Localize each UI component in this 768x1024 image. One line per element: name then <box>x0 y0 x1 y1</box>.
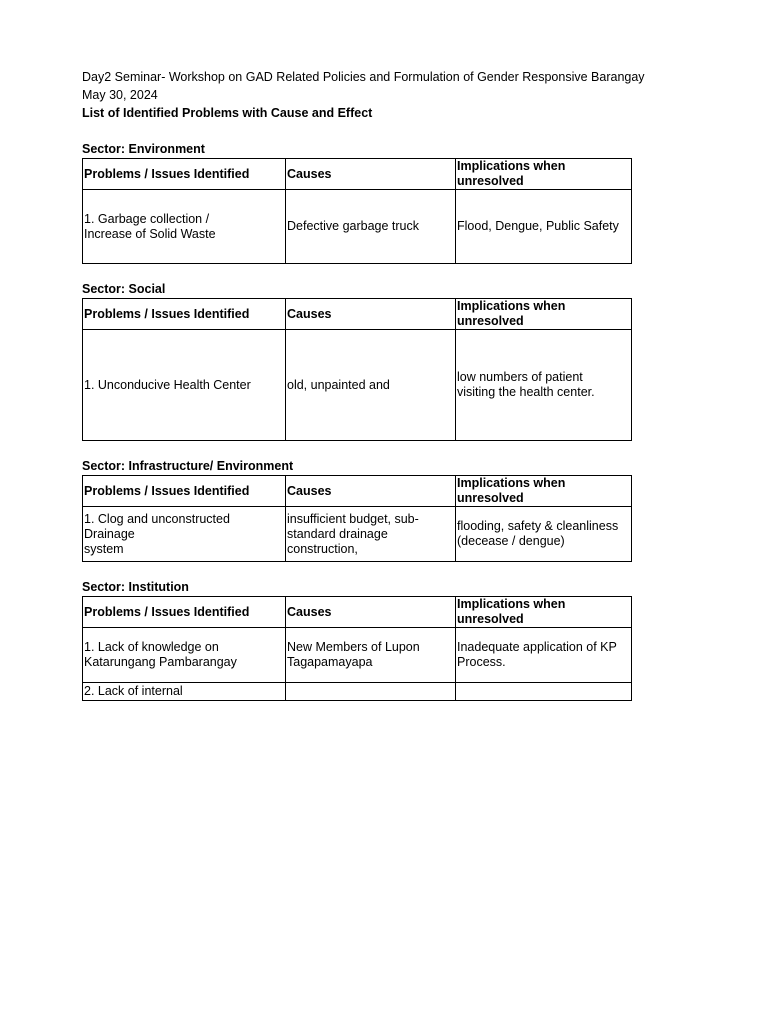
header-implications: Implications when unresolved <box>456 159 632 190</box>
table-header-row <box>83 476 632 507</box>
table-header-row <box>83 597 632 628</box>
cell-cause: old, unpainted and <box>286 330 456 441</box>
sector-environment <box>82 140 682 264</box>
cell-cause: insufficient budget, sub- standard drainage construction, <box>286 507 456 562</box>
sector-title: Sector: Institution <box>82 580 189 594</box>
header-problems: Problems / Issues Identified <box>83 476 286 507</box>
sector-table <box>82 475 632 562</box>
sector-title: Sector: Infrastructure/ Environment <box>82 459 294 473</box>
document-date: May 30, 2024 <box>82 88 158 102</box>
header-implications: Implications when unresolved <box>456 299 632 330</box>
cell-cause: Defective garbage truck <box>286 190 456 264</box>
header-implications: Implications when unresolved <box>456 476 632 507</box>
table-row <box>83 628 632 683</box>
sector-title: Sector: Environment <box>82 142 205 156</box>
cell-implication: flooding, safety & cleanliness (decease / dengue) <box>456 507 632 562</box>
cell-problem: 1. Unconducive Health Center <box>83 330 286 441</box>
header-causes: Causes <box>286 159 456 190</box>
table-row <box>83 683 632 701</box>
sector-social <box>82 280 682 441</box>
document-page <box>82 68 682 701</box>
document-subtitle: List of Identified Problems with Cause and Effect <box>82 106 373 120</box>
table-row <box>83 330 632 441</box>
sector-infrastructure <box>82 457 682 562</box>
cell-problem: 1. Garbage collection / Increase of Solid Waste <box>83 190 286 264</box>
sector-table <box>82 158 632 264</box>
table-row <box>83 190 632 264</box>
sector-table <box>82 298 632 441</box>
cell-cause: New Members of Lupon Tagapamayapa <box>286 628 456 683</box>
cell-problem: 1. Clog and unconstructed Drainage system <box>83 507 286 562</box>
cell-implication: low numbers of patient visiting the health center. <box>456 330 632 441</box>
header-problems: Problems / Issues Identified <box>83 597 286 628</box>
cell-cause <box>286 683 456 701</box>
table-row <box>83 507 632 562</box>
sector-title: Sector: Social <box>82 282 166 296</box>
cell-implication: Inadequate application of KP Process. <box>456 628 632 683</box>
cell-implication <box>456 683 632 701</box>
cell-implication: Flood, Dengue, Public Safety <box>456 190 632 264</box>
sector-table <box>82 596 632 701</box>
header-causes: Causes <box>286 597 456 628</box>
header-problems: Problems / Issues Identified <box>83 159 286 190</box>
header-causes: Causes <box>286 299 456 330</box>
cell-problem: 1. Lack of knowledge on Katarungang Pambarangay <box>83 628 286 683</box>
sector-institution <box>82 578 682 701</box>
header-causes: Causes <box>286 476 456 507</box>
table-header-row <box>83 159 632 190</box>
document-title: Day2 Seminar- Workshop on GAD Related Policies and Formulation of Gender Responsive Barangay <box>82 70 645 84</box>
header-problems: Problems / Issues Identified <box>83 299 286 330</box>
header-implications: Implications when unresolved <box>456 597 632 628</box>
cell-problem: 2. Lack of internal <box>83 683 286 701</box>
table-header-row <box>83 299 632 330</box>
